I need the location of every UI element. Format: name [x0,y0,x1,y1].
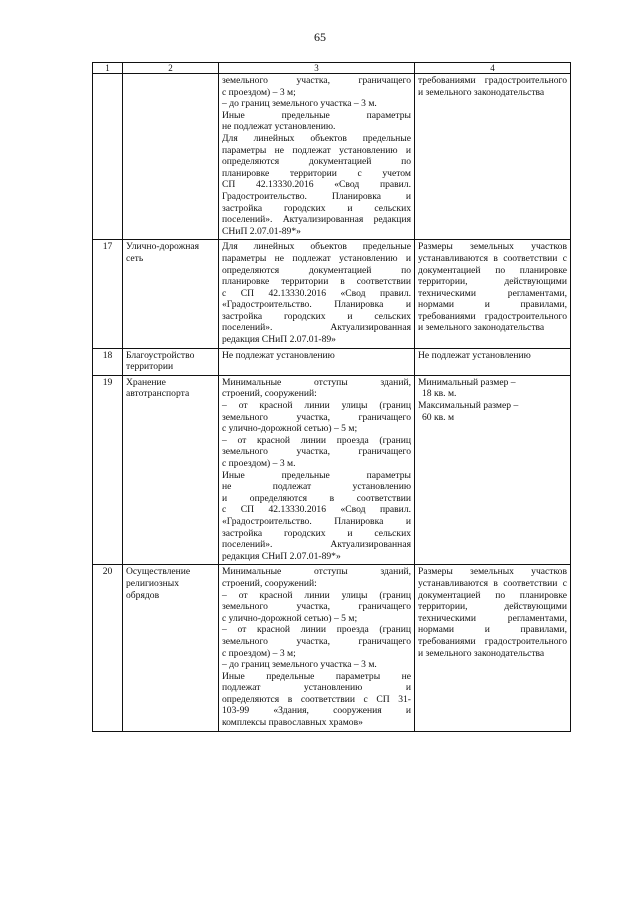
parameters-line: с СП 42.13330.2016 «Свод правил. [222,287,411,299]
parameters-line: параметры не подлежат установлению и [222,252,411,264]
table-row [93,74,571,240]
land-use-type-line: Благоустройство [126,349,195,361]
column-index-4: 4 [415,63,571,74]
plot-size-line: требованиями градостроительного [418,635,567,647]
land-use-type-line: Хранение [126,376,166,388]
parameters-line: планировке территории с учетом [222,167,411,179]
parameters-line: Иные предельные параметры не [222,670,411,682]
plot-size-line: и земельного законодательства [418,647,545,659]
parameters-line: редакция СНиП 2.07.01-89*» [222,550,341,562]
parameters-line: не подлежат установлению [222,481,411,493]
parameters-line: редакция СНиП 2.07.01-89» [222,334,336,346]
plot-size-line: территории, действующими [418,276,567,288]
parameters-line: не подлежат установлению. [222,121,336,133]
parameters-line: «Градостроительство. Планировка и [222,515,411,527]
column-index-3: 3 [219,63,415,74]
land-use-type-line: религиозных [126,577,180,589]
row-number [93,74,123,240]
plot-size-line: территории, действующими [418,601,567,613]
page-number: 65 [314,30,326,44]
parameters-line: Иные предельные параметры [222,469,411,481]
table-row [93,348,571,375]
parameters-line: 103-99 «Здания, сооружения и [222,705,411,717]
parameters-line: с улично-дорожной сетью) – 5 м; [222,423,358,435]
parameters-line: поселений». Актуализированная [222,322,411,334]
parameters-line: «Градостроительство. Планировка и [222,299,411,311]
parameters-line: земельного участка, граничащего [222,446,411,458]
plot-size-line: Минимальный размер – [418,376,516,388]
parameters-line: застройка городских и сельских [222,527,411,539]
parameters-line: определяются документацией по [222,156,411,168]
plot-size-line: Не подлежат установлению [418,349,531,361]
land-use-type [123,74,219,240]
column-index-1: 1 [93,63,123,74]
table-row [93,375,571,565]
land-plot-sizes [415,375,571,565]
plot-size-line: и земельного законодательства [418,322,545,334]
parameters-line: Для линейных объектов предельные [222,132,411,144]
parameters-line: с проездом) – 3 м; [222,647,296,659]
regulations-table [92,62,571,732]
construction-parameters [219,348,415,375]
parameters-line: параметры не подлежат установлению и [222,144,411,156]
parameters-line: поселений». Актуализированная [222,539,411,551]
parameters-line: определяются в соответствии с СП 31- [222,693,411,705]
parameters-line: определяются документацией по [222,264,411,276]
parameters-line: СНиП 2.07.01-89*» [222,225,301,237]
row-number: 19 [93,375,123,565]
plot-size-line: требованиями градостроительного [418,310,567,322]
parameters-line: – до границ земельного участка – 3 м. [222,659,377,671]
land-plot-sizes [415,74,571,240]
land-use-type-line: Улично-дорожная [126,241,200,253]
construction-parameters [219,375,415,565]
plot-size-line: устанавливаются в соответствии с [418,577,567,589]
land-use-type-line: сеть [126,252,144,264]
land-use-type-line: обрядов [126,589,160,601]
parameters-line: Минимальные отступы зданий, [222,376,411,388]
construction-parameters [219,74,415,240]
parameters-line: подлежат установлению и [222,682,411,694]
parameters-line: земельного участка, граничащего [222,75,411,86]
land-use-type [123,348,219,375]
row-number: 20 [93,565,123,731]
land-use-type [123,240,219,348]
parameters-line: с проездом) – 3 м. [222,458,296,469]
table-row [93,240,571,348]
parameters-line: планировке территории в соответствии [222,276,411,288]
parameters-line: – от красной линии проезда (границ [222,624,411,636]
plot-size-line: Размеры земельных участков [418,241,567,253]
land-use-type [123,375,219,565]
parameters-line: земельного участка, граничащего [222,601,411,613]
parameters-line: – от красной линии улицы (границ [222,400,411,412]
plot-size-line: требованиями градостроительного [418,75,567,86]
parameters-line: с улично-дорожной сетью) – 5 м; [222,612,358,624]
plot-size-line: нормами и правилами, [418,624,567,636]
parameters-line: с СП 42.13330.2016 «Свод правил. [222,504,411,516]
land-use-type [123,565,219,731]
plot-size-line: и земельного законодательства [418,86,545,98]
parameters-line: земельного участка, граничащего [222,635,411,647]
plot-size-line: 18 кв. м. [422,388,457,400]
parameters-line: Иные предельные параметры [222,109,411,121]
parameters-line: поселений». Актуализированная редакция [222,214,411,226]
parameters-line: строений, сооружений: [222,388,317,400]
plot-size-line: устанавливаются в соответствии с [418,252,567,264]
parameters-line: с проездом) – 3 м; [222,86,296,98]
construction-parameters [219,565,415,731]
plot-size-line: техническими регламентами, [418,612,567,624]
parameters-line: – до границ земельного участка – 3 м. [222,98,377,110]
column-index-2: 2 [123,63,219,74]
parameters-line: комплексы православных храмов» [222,717,363,729]
parameters-line: строений, сооружений: [222,577,317,589]
plot-size-line: нормами и правилами, [418,299,567,311]
parameters-line: застройка городских и сельских [222,202,411,214]
plot-size-line: документацией по планировке [418,264,567,276]
land-plot-sizes [415,348,571,375]
row-number: 18 [93,348,123,375]
parameters-line: СП 42.13330.2016 «Свод правил. [222,179,411,191]
plot-size-line: Размеры земельных участков [418,566,567,578]
land-plot-sizes [415,565,571,731]
plot-size-line: документацией по планировке [418,589,567,601]
plot-size-line: Максимальный размер – [418,400,519,412]
parameters-line: Градостроительство. Планировка и [222,190,411,202]
table-row [93,565,571,731]
row-number: 17 [93,240,123,348]
parameters-line: – от красной линии улицы (границ [222,589,411,601]
parameters-line: Минимальные отступы зданий, [222,566,411,578]
table-body [93,63,571,732]
land-plot-sizes [415,240,571,348]
parameters-line: застройка городских и сельских [222,310,411,322]
parameters-line: земельного участка, граничащего [222,411,411,423]
land-use-type-line: автотранспорта [126,388,190,400]
plot-size-line: 60 кв. м [422,411,455,423]
parameters-line: Не подлежат установлению [222,349,335,361]
land-use-type-line: территории [126,361,174,373]
land-use-type-line: Осуществление [126,566,191,578]
column-index-row [93,63,571,74]
parameters-line: и определяются в соответствии [222,492,411,504]
construction-parameters [219,240,415,348]
parameters-line: Для линейных объектов предельные [222,241,411,253]
parameters-line: – от красной линии проезда (границ [222,434,411,446]
plot-size-line: техническими регламентами, [418,287,567,299]
